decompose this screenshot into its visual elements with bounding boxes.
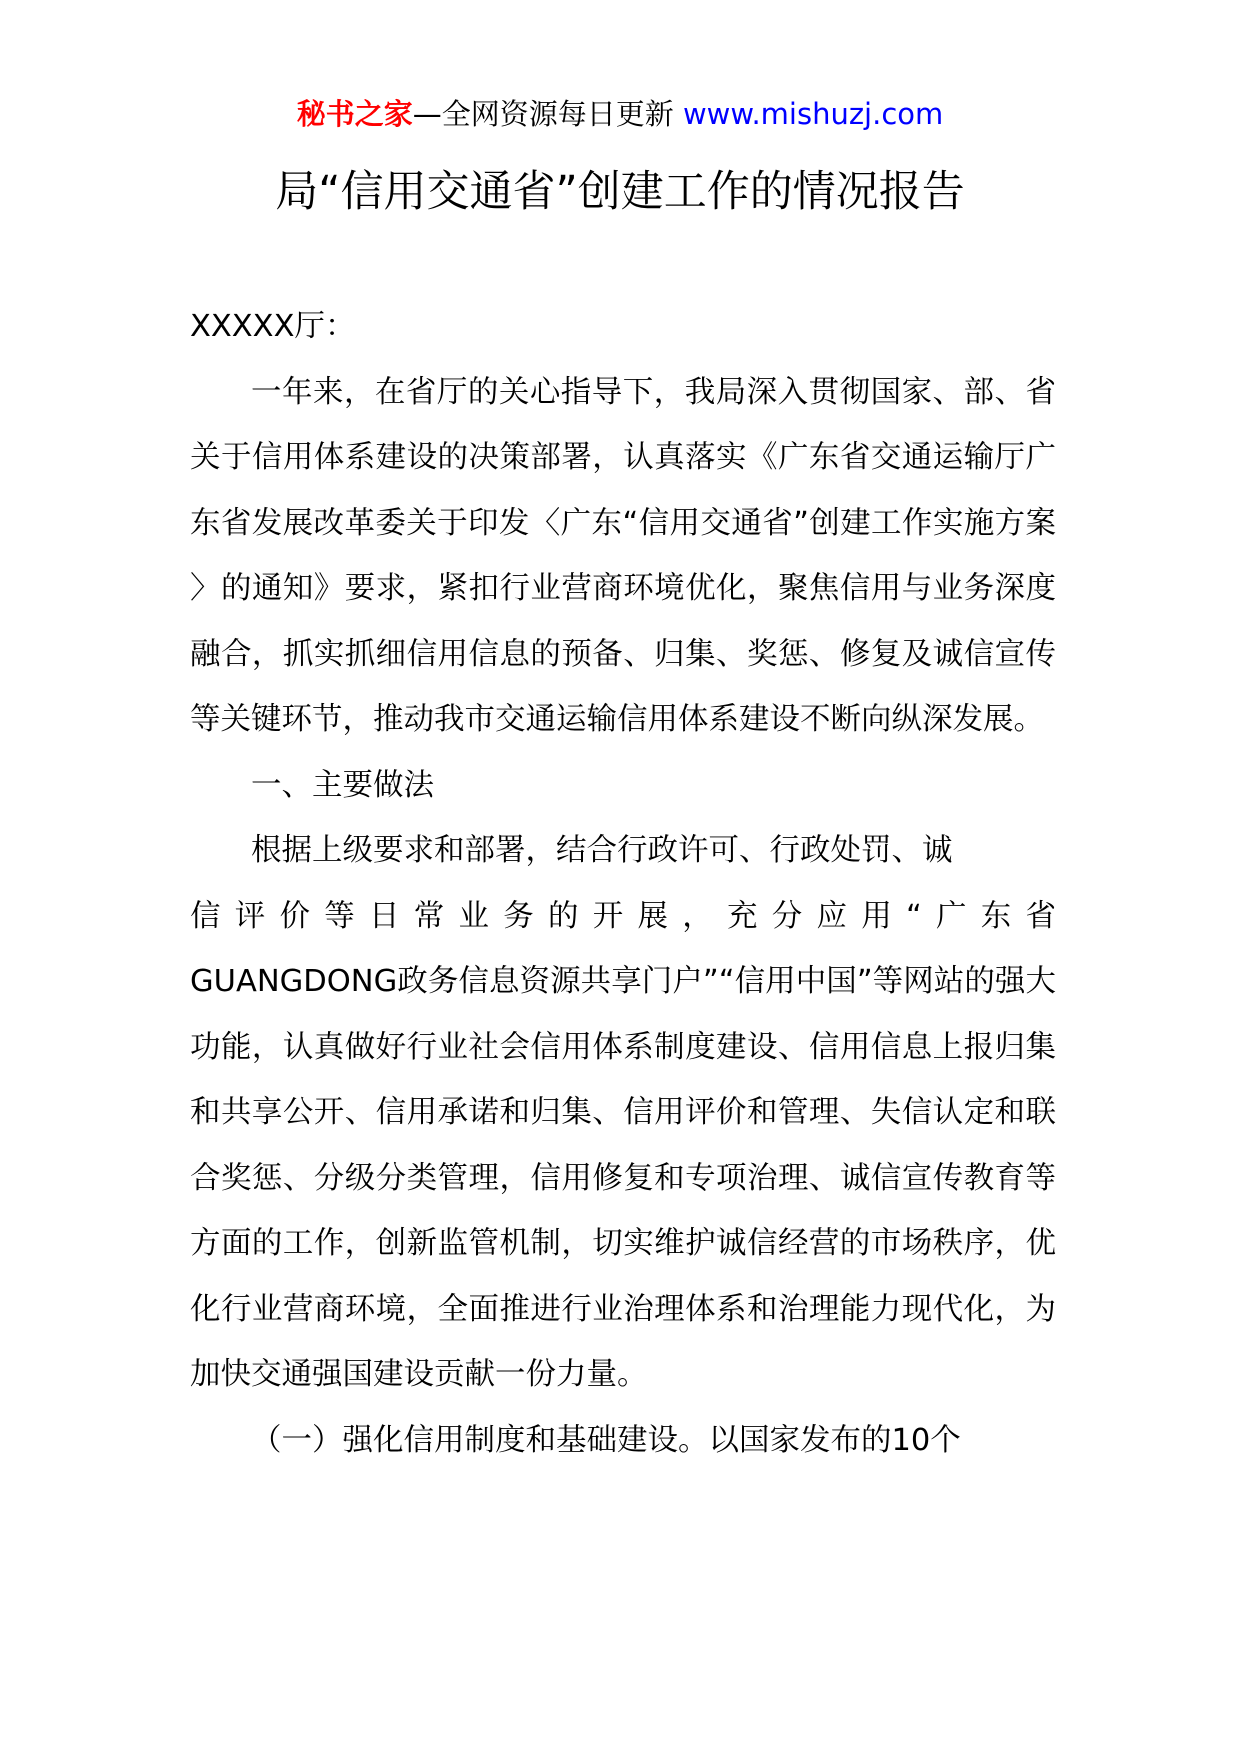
subsection-one-paragraph: （一）强化信用制度和基础建设。以国家发布的10个 — [251, 1422, 961, 1458]
intro-paragraph: 一年来，在省厅的关心指导下，我局深入贯彻国家、部、省关于信用体系建设的决策部署，认真落实《广东省交通运输厅广东省发展改革委关于印发〈广东“信用交通省”创建工作实施方案〉的通知》要求，紧扣行业营商环境优化，聚焦信用与业务深度融合，抓实抓细信用信息的预备、归集、奖惩、修复及诚信宣传等关键环节，推动我市交通运输信用体系建设不断向纵深发展。 — [190, 374, 1056, 737]
section-one-paragraph-rest: GUANGDONG政务信息资源共享门户”“信用中国”等网站的强大功能，认真做好行业社会信用体系制度建设、信用信息上报归集和共享公开、信用承诺和归集、信用评价和管理、失信认定和联合奖惩、分级分类管理，信用修复和专项治理、诚信宣传教育等方面的工作，创新监管机制，切实维护诚信经营的市场秩序，优化行业营商环境，全面推进行业治理体系和治理能力现代化，为加快交通强国建设贡献一份力量。 — [190, 964, 1056, 1392]
section-heading-main-practices: 一、主要做法 — [251, 767, 434, 803]
section-one-paragraph-line-2: 信评价等日常业务的开展，充分应用“广东省 — [190, 898, 1056, 934]
document-title: 局“信用交通省”创建工作的情况报告 — [275, 167, 965, 217]
site-url-link[interactable]: www.mishuzj.com — [682, 97, 944, 131]
document-body — [190, 294, 1056, 1473]
section-one-paragraph-line-1: 根据上级要求和部署，结合行政许可、行政处罚、诚 — [251, 833, 953, 868]
site-banner — [0, 94, 1240, 134]
salutation: XXXXX厅： — [190, 309, 356, 344]
site-brand-name: 秘书之家 — [296, 97, 413, 131]
site-tagline: —全网资源每日更新 — [412, 97, 683, 131]
